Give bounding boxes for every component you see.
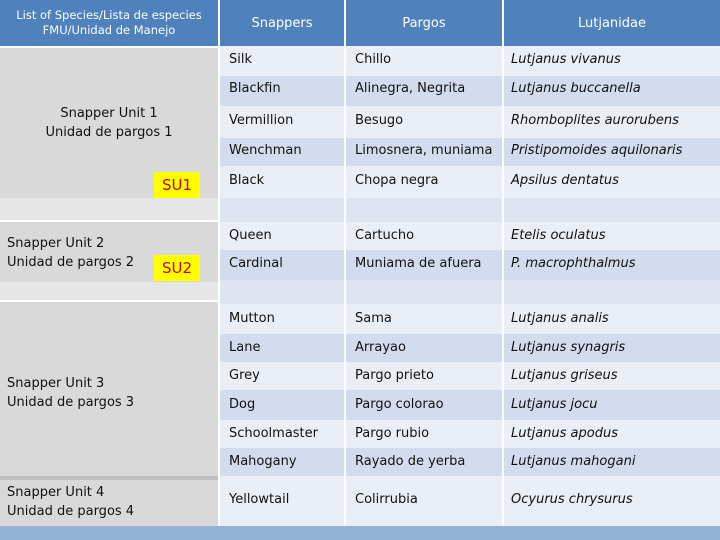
cell-pargo: Pargo rubio (355, 426, 430, 441)
cell-lutjanidae: Lutjanus vivanus (511, 52, 621, 67)
cell-snapper: Mutton (229, 311, 275, 326)
cell-snapper: Schoolmaster (229, 426, 319, 441)
unit-separator (0, 198, 218, 220)
cell-pargo: Pargo prieto (355, 368, 434, 383)
su2-badge: SU2 (154, 255, 200, 281)
cell-lutjanidae: Lutjanus analis (511, 311, 609, 326)
unit2-line2: Unidad de pargos 2 (7, 255, 135, 270)
header-pargos: Pargos (346, 0, 502, 46)
unit-separator (0, 282, 218, 300)
cell-pargo: Arrayao (355, 340, 406, 355)
table-row (220, 106, 720, 138)
cell-lutjanidae: Lutjanus apodus (511, 426, 618, 441)
table-row (220, 138, 720, 166)
cell-snapper: Lane (229, 340, 261, 355)
cell-snapper: Vermillion (229, 113, 294, 128)
unit2-block (0, 222, 218, 282)
cell-lutjanidae: Lutjanus griseus (511, 368, 618, 383)
cell-pargo: Sama (355, 311, 392, 326)
cell-lutjanidae: Pristipomoides aquilonaris (511, 143, 683, 158)
unit4-block (0, 480, 218, 526)
su1-badge: SU1 (154, 172, 200, 198)
column-divider (344, 0, 346, 540)
unit1-line2: Unidad de pargos 1 (45, 125, 173, 140)
unit1-block (0, 48, 218, 198)
unit1-label (0, 104, 218, 142)
cell-snapper: Silk (229, 52, 253, 67)
unit2-line1: Snapper Unit 2 (7, 236, 105, 251)
table-row (220, 448, 720, 476)
cell-pargo: Muniama de afuera (355, 256, 482, 271)
cell-snapper: Dog (229, 397, 256, 412)
table-row (220, 46, 720, 76)
cell-snapper: Yellowtail (229, 492, 290, 507)
table-row (220, 334, 720, 362)
unit3-line2: Unidad de pargos 3 (7, 395, 135, 410)
cell-snapper: Grey (229, 368, 260, 383)
table-row (220, 222, 720, 250)
table-row (220, 250, 720, 280)
table-row (220, 420, 720, 448)
cell-pargo: Rayado de yerba (355, 454, 466, 469)
unit4-line1: Snapper Unit 4 (7, 485, 105, 500)
column-divider (502, 0, 504, 540)
cell-snapper: Mahogany (229, 454, 297, 469)
cell-snapper: Cardinal (229, 256, 283, 271)
cell-lutjanidae: Rhomboplites aurorubens (511, 113, 679, 128)
cell-pargo: Cartucho (355, 228, 415, 243)
cell-snapper: Queen (229, 228, 272, 243)
cell-pargo: Limosnera, muniama (355, 143, 493, 158)
table-gap-row (220, 198, 720, 222)
cell-lutjanidae: Apsilus dentatus (511, 173, 619, 188)
cell-pargo: Alinegra, Negrita (355, 81, 466, 96)
cell-snapper: Blackfin (229, 81, 281, 96)
unit2-label (7, 234, 134, 272)
cell-snapper: Wenchman (229, 143, 302, 158)
table-row (220, 390, 720, 420)
cell-lutjanidae: Lutjanus buccanella (511, 81, 641, 96)
header-snappers: Snappers (220, 0, 344, 46)
unit1-line1: Snapper Unit 1 (60, 106, 158, 121)
cell-lutjanidae: Lutjanus jocu (511, 397, 598, 412)
cell-lutjanidae: Lutjanus mahogani (511, 454, 636, 469)
header-fmu (0, 0, 218, 46)
unit3-label (7, 374, 134, 412)
cell-pargo: Chillo (355, 52, 392, 67)
cell-pargo: Pargo colorao (355, 397, 444, 412)
header-lutjanidae: Lutjanidae (504, 0, 720, 46)
cell-pargo: Chopa negra (355, 173, 439, 188)
footer-bar (0, 526, 720, 540)
cell-lutjanidae: P. macrophthalmus (511, 256, 636, 271)
unit3-line1: Snapper Unit 3 (7, 376, 105, 391)
header-fmu-line1: List of Species/Lista de especies (16, 8, 202, 22)
header-fmu-line2: FMU/Unidad de Manejo (42, 23, 176, 37)
unit4-label (7, 483, 134, 521)
table-row (220, 166, 720, 198)
table-row (220, 476, 720, 526)
cell-lutjanidae: Ocyurus chrysurus (511, 492, 633, 507)
table-row (220, 362, 720, 390)
column-divider (218, 0, 220, 540)
cell-lutjanidae: Lutjanus synagris (511, 340, 626, 355)
unit3-block (0, 302, 218, 476)
cell-pargo: Colirrubia (355, 492, 418, 507)
cell-pargo: Besugo (355, 113, 404, 128)
table-row (220, 76, 720, 106)
table-row (220, 304, 720, 334)
cell-lutjanidae: Etelis oculatus (511, 228, 606, 243)
table-gap-row (220, 280, 720, 304)
cell-snapper: Black (229, 173, 265, 188)
unit4-line2: Unidad de pargos 4 (7, 504, 135, 519)
